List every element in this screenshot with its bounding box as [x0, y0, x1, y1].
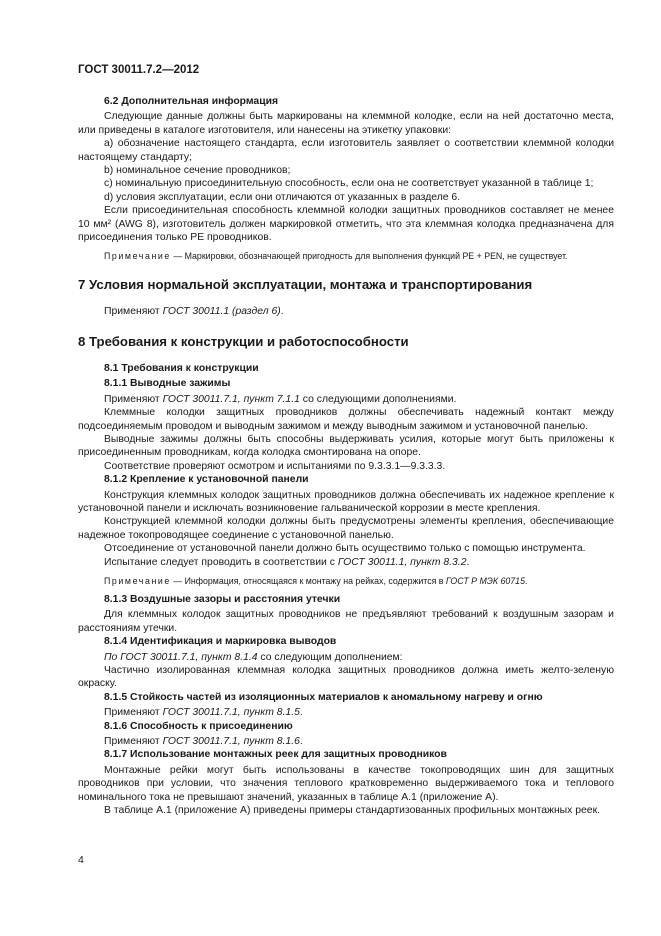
list-item: c) номинальную присоединительную способность, если она не соответствует указанной в таблице 1;: [104, 178, 594, 190]
section-8-heading: 8 Требования к конструкции и работоспособности: [78, 333, 409, 349]
reference: ГОСТ 30011.7.1, пункт 7.1.1: [162, 393, 300, 405]
section-8-1-6-heading: 8.1.6 Способность к присоединению: [104, 720, 293, 732]
paragraph: Испытание следует проводить в соответствии с ГОСТ 30011.1, пункт 8.3.2.: [104, 556, 470, 568]
section-8-1-4-heading: 8.1.4 Идентификация и маркировка выводов: [104, 636, 337, 648]
paragraph: Для клеммных колодок защитных проводников не предъявляют требований к воздушным зазорам и расстояниям утечки.: [78, 609, 614, 634]
paragraph: Если присоединительная способность клеммной колодки защитных проводников составляет не менее 10 мм² (AWG 8), изготовитель должен маркировкой отметить, что эта клеммная колодка предназначена для присоединения только PE проводников.: [78, 205, 614, 244]
paragraph: Выводные зажимы должны быть способны выдерживать усилия, которые могут быть приложены к присоединенным проводникам, когда колодка смонтирована на опоре.: [78, 433, 614, 459]
note: [78, 250, 614, 262]
note-label: Примечание: [104, 251, 171, 262]
reference: ГОСТ 30011.7.1, пункт 8.1.6: [162, 736, 300, 748]
reference: ГОСТ 30011.1 (раздел 6): [162, 306, 281, 318]
paragraph: Конструкцией клеммной колодки должны быть предусмотрены элементы крепления, обеспечивающие надежное токопроводящее соединение с установочной панелью.: [78, 516, 614, 541]
paragraph: Монтажные рейки могут быть использованы в качестве токопроводящих шин для защитных проводников при условии, что значения теплового кратковременно выдерживаемого тока и теплового номинального тока не превышают значений, указанных в таблице А.1 (приложение А).: [78, 764, 614, 803]
section-8-1-7-heading: 8.1.7 Использование монтажных реек для защитных проводников: [104, 749, 447, 761]
section-8-1-heading: 8.1 Требования к конструкции: [104, 362, 259, 374]
note-text: — Маркировки, обозначающей пригодность для выполнения функций PE + PEN, не существует.: [170, 251, 568, 262]
list-item: d) условия эксплуатации, если они отличаются от указанных в разделе 6.: [104, 191, 461, 203]
paragraph: Применяют ГОСТ 30011.7.1, пункт 8.1.6.: [104, 736, 303, 748]
reference: ГОСТ Р МЭК 60715: [445, 575, 525, 586]
reference: ГОСТ 30011.7.1, пункт 8.1.5: [162, 707, 300, 719]
reference: По ГОСТ 30011.7.1, пункт 8.1.4: [104, 651, 258, 663]
list-item: b) номинальное сечение проводников;: [104, 165, 291, 177]
section-8-1-3-heading: 8.1.3 Воздушные зазоры и расстояния утечки: [104, 593, 341, 605]
paragraph: Применяют ГОСТ 30011.1 (раздел 6).: [104, 306, 284, 318]
note: Примечание — Информация, относящаяся к монтажу на рейках, содержится в ГОСТ Р МЭК 60715.: [104, 575, 528, 586]
paragraph: Частично изолированная клеммная колодка защитных проводников должна иметь желто-зеленую окраску.: [78, 665, 614, 690]
document-body: [78, 95, 614, 817]
section-6-2-heading: 6.2 Дополнительная информация: [104, 96, 279, 107]
section-8-1-5-heading: 8.1.5 Стойкость частей из изоляционных материалов к аномальному нагреву и огню: [104, 691, 543, 703]
paragraph: Конструкция клеммных колодок защитных проводников должна обеспечивать их надежное крепление к установочной панели и исключать возникновение гальванической коррозии в месте крепления.: [78, 489, 614, 514]
reference: ГОСТ 30011.1, пункт 8.3.2: [337, 556, 467, 568]
paragraph: Применяют ГОСТ 30011.7.1, пункт 7.1.1 со следующими дополнениями.: [104, 393, 457, 405]
paragraph: Следующие данные должны быть маркированы на клеммной колодке, если на ней достаточно места, или приведены в каталоге изготовителя, или нанесены на этикетку упаковки:: [78, 111, 614, 136]
document-header: ГОСТ 30011.7.2—2012: [78, 64, 200, 76]
paragraph: Клеммные колодки защитных проводников должны обеспечивать надежный контакт между подсоединяемым проводом и выводным зажимом и между выводным зажимом и установочной панелью.: [78, 407, 614, 432]
paragraph: По ГОСТ 30011.7.1, пункт 8.1.4 со следующим дополнением:: [104, 651, 403, 663]
paragraph: Отсоединение от установочной панели должно быть осуществимо только с помощью инструмента.: [104, 543, 586, 555]
section-8-1-1-heading: 8.1.1 Выводные зажимы: [104, 378, 231, 390]
list-item: a) обозначение настоящего стандарта, если изготовитель заявляет о соответствии клеммной колодки настоящему стандарту;: [78, 138, 614, 163]
note-label: Примечание: [104, 575, 171, 586]
paragraph: В таблице А.1 (приложение А) приведены примеры стандартизованных профильных монтажных реек.: [104, 805, 600, 817]
paragraph: Применяют ГОСТ 30011.7.1, пункт 8.1.5.: [104, 707, 303, 719]
section-7-heading: 7 Условия нормальной эксплуатации, монтажа и транспортирования: [78, 277, 533, 293]
section-8-1-2-heading: 8.1.2 Крепление к установочной панели: [104, 474, 309, 486]
paragraph: Соответствие проверяют осмотром и испытаниями по 9.3.3.1—9.3.3.3.: [104, 460, 446, 472]
page-number: 4: [78, 855, 84, 866]
